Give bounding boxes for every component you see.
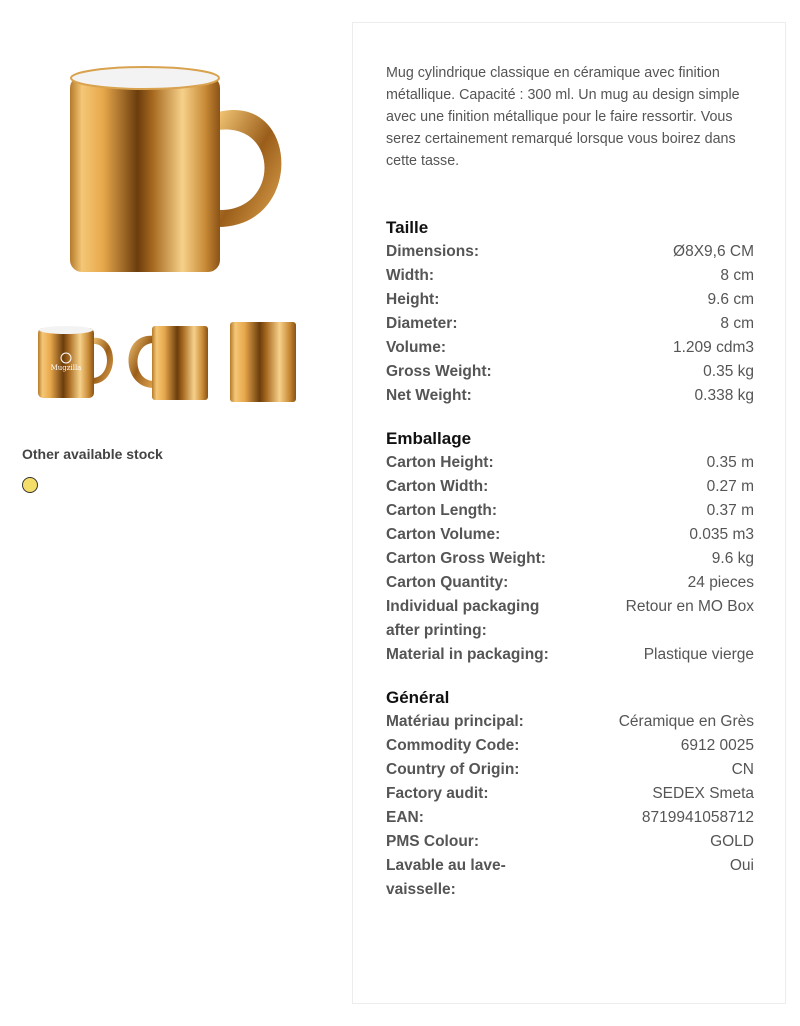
spec-row bbox=[386, 643, 754, 667]
spec-value: Ø8X9,6 CM bbox=[673, 243, 754, 260]
spec-row bbox=[386, 384, 754, 408]
spec-row bbox=[386, 523, 754, 547]
spec-label: Commodity Code: bbox=[386, 737, 520, 754]
spec-row bbox=[386, 451, 754, 475]
spec-label: EAN: bbox=[386, 809, 424, 826]
product-details-panel bbox=[352, 22, 786, 1004]
spec-label: Height: bbox=[386, 291, 440, 308]
spec-label: Carton Height: bbox=[386, 454, 494, 471]
spec-row bbox=[386, 360, 754, 384]
spec-row bbox=[386, 830, 754, 854]
spec-row bbox=[386, 734, 754, 758]
spec-value: 8719941058712 bbox=[641, 809, 754, 826]
spec-label: Gross Weight: bbox=[386, 363, 492, 380]
spec-row bbox=[386, 782, 754, 806]
spec-value: 8 cm bbox=[720, 267, 754, 284]
spec-value: 24 pieces bbox=[687, 574, 754, 591]
spec-row bbox=[386, 854, 754, 902]
spec-label: Carton Quantity: bbox=[386, 574, 509, 591]
spec-label: Carton Width: bbox=[386, 478, 489, 495]
spec-value: SEDEX Smeta bbox=[652, 785, 754, 802]
spec-row bbox=[386, 710, 754, 734]
spec-label: Individual packaging after printing: bbox=[386, 598, 540, 639]
spec-label: PMS Colour: bbox=[386, 833, 479, 850]
spec-row bbox=[386, 312, 754, 336]
thumb-logo-text: Mugzilla bbox=[50, 364, 82, 372]
spec-label: Factory audit: bbox=[386, 785, 489, 802]
spec-label: Net Weight: bbox=[386, 387, 472, 404]
spec-value: 0.035 m3 bbox=[689, 526, 754, 543]
thumbnail-list bbox=[30, 318, 310, 408]
other-stock-title: Other available stock bbox=[22, 446, 163, 462]
spec-row bbox=[386, 499, 754, 523]
spec-label: Material in packaging: bbox=[386, 646, 549, 663]
spec-row bbox=[386, 288, 754, 312]
thumbnail-mug-side[interactable] bbox=[124, 318, 212, 406]
section-taille bbox=[386, 216, 754, 408]
spec-value: 6912 0025 bbox=[680, 737, 754, 754]
section-title-taille: Taille bbox=[386, 218, 429, 237]
spec-value: 0.35 kg bbox=[703, 363, 754, 380]
spec-label: Matériau principal: bbox=[386, 713, 524, 730]
spec-value: CN bbox=[731, 761, 754, 778]
spec-value: 0.338 kg bbox=[694, 387, 754, 404]
spec-label: Carton Gross Weight: bbox=[386, 550, 546, 567]
spec-value: 0.37 m bbox=[706, 502, 754, 519]
spec-row bbox=[386, 595, 754, 643]
spec-row bbox=[386, 264, 754, 288]
section-general bbox=[386, 686, 754, 902]
spec-row bbox=[386, 475, 754, 499]
spec-value: Retour en MO Box bbox=[625, 598, 754, 615]
spec-row bbox=[386, 336, 754, 360]
spec-row bbox=[386, 571, 754, 595]
spec-label: Carton Length: bbox=[386, 502, 498, 519]
thumbnail-mug-logo[interactable] bbox=[36, 318, 116, 406]
spec-value: Plastique vierge bbox=[643, 646, 754, 663]
spec-label: Country of Origin: bbox=[386, 761, 520, 778]
spec-value: 0.35 m bbox=[706, 454, 754, 471]
spec-label: Carton Volume: bbox=[386, 526, 501, 543]
main-product-image[interactable] bbox=[60, 62, 300, 282]
spec-value: 9.6 kg bbox=[711, 550, 754, 567]
spec-value: 1.209 cdm3 bbox=[673, 339, 754, 356]
spec-value: Céramique en Grès bbox=[618, 713, 754, 730]
spec-value: GOLD bbox=[710, 833, 754, 850]
spec-row bbox=[386, 758, 754, 782]
spec-label: Diameter: bbox=[386, 315, 458, 332]
spec-label: Lavable au lave-vaisselle: bbox=[386, 857, 506, 898]
product-description: Mug cylindrique classique en céramique avec finition métallique. Capacité : 300 ml. Un mug au design simple avec une finition métallique pour le faire ressortir. Vous serez certainement remarqué lorsque vous boirez dans cette tasse. bbox=[386, 65, 740, 169]
spec-row bbox=[386, 240, 754, 264]
spec-row bbox=[386, 547, 754, 571]
spec-row bbox=[386, 806, 754, 830]
spec-value: Oui bbox=[729, 857, 754, 874]
spec-label: Dimensions: bbox=[386, 243, 480, 260]
section-emballage bbox=[386, 427, 754, 667]
section-title-general: Général bbox=[386, 688, 450, 707]
thumbnail-mug-front[interactable] bbox=[228, 318, 300, 406]
section-title-emballage: Emballage bbox=[386, 429, 472, 448]
spec-value: 0.27 m bbox=[706, 478, 754, 495]
spec-label: Width: bbox=[386, 267, 435, 284]
spec-label: Volume: bbox=[386, 339, 446, 356]
spec-value: 9.6 cm bbox=[707, 291, 754, 308]
spec-value: 8 cm bbox=[720, 315, 754, 332]
color-swatch-gold[interactable] bbox=[22, 477, 38, 493]
